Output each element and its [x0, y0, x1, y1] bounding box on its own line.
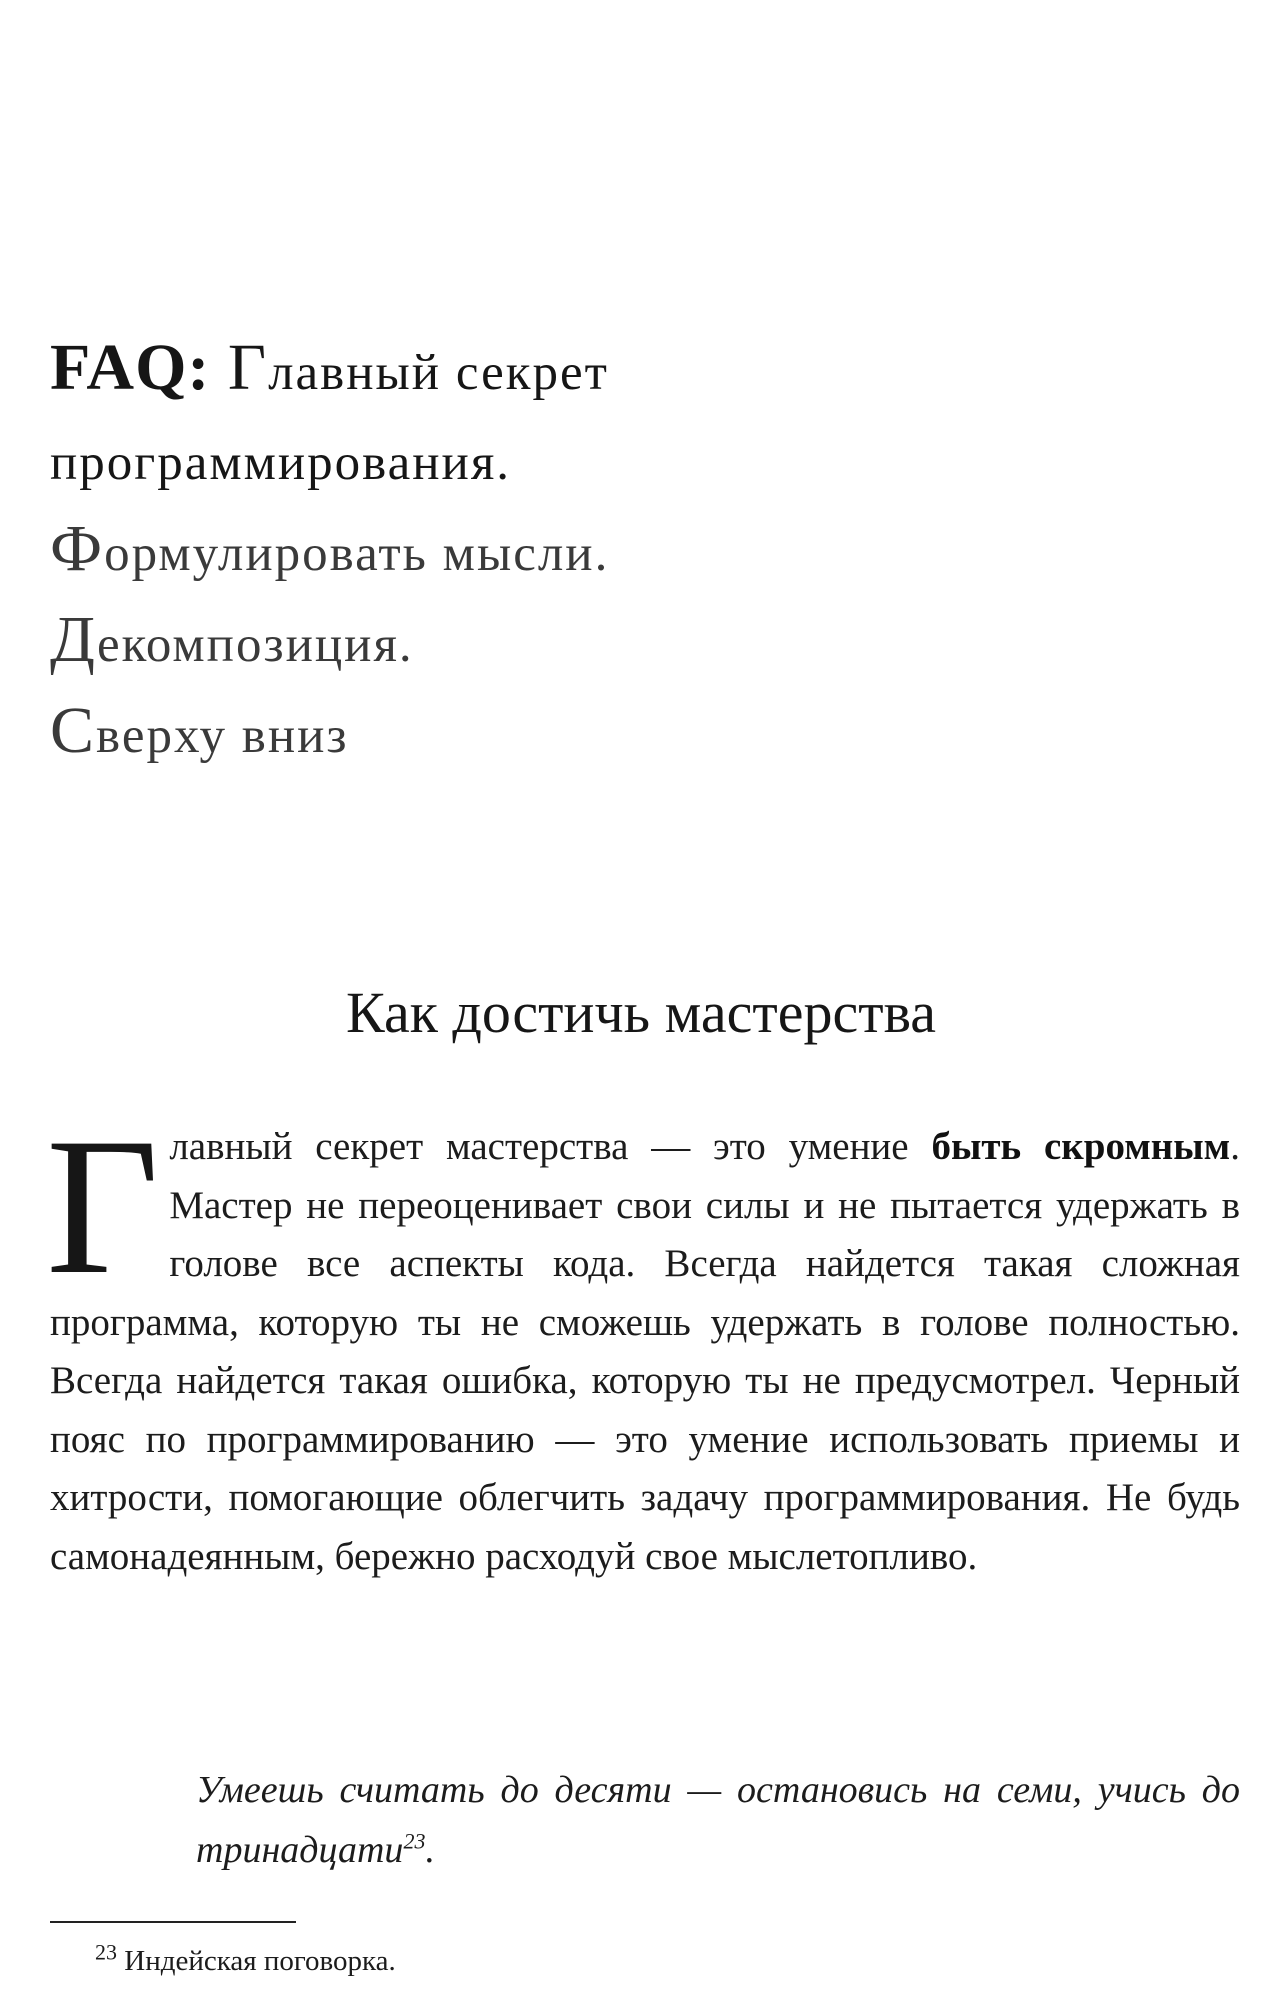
chapter-title-line-2: [50, 416, 1230, 506]
drop-cap: Г: [46, 1098, 160, 1315]
title-main-text-line-2: программирования.: [50, 435, 512, 491]
subtitle-1-text: ормулировать мысли.: [104, 526, 610, 582]
section-heading: Как достичь мастерства: [346, 980, 936, 1045]
subtitle-2-initial: Д: [50, 603, 98, 676]
subtitle-3-initial: С: [50, 694, 97, 767]
title-main-text: лавный секрет: [268, 345, 609, 401]
footnote-text: Индейская поговорка.: [124, 1945, 396, 1977]
chapter-subtitle-2: [50, 597, 1230, 688]
footnote-divider: [50, 1921, 296, 1923]
proverb-quote: [196, 1760, 1240, 1880]
footnote-reference[interactable]: 23: [403, 1828, 426, 1854]
body-paragraph: [46, 1098, 1241, 1586]
footnote: [95, 1941, 396, 1981]
subtitle-3-text: верху вниз: [96, 708, 349, 764]
title-initial: Г: [227, 331, 269, 404]
footnote-number: 23: [95, 1939, 117, 1965]
proverb-text: Умеешь считать до десяти — остановись на семи, учись до тринадцати: [196, 1769, 1240, 1871]
subtitle-1-initial: Ф: [50, 512, 105, 585]
proverb-end: .: [425, 1829, 435, 1871]
faq-label: FAQ:: [50, 331, 211, 404]
bold-phrase: быть скромным: [931, 1125, 1231, 1168]
paragraph-text-start: лавный секрет мастерства — это умение: [169, 1125, 932, 1168]
paragraph-text-end: . Мастер не переоценивает свои силы и не пытается удержать в голове все аспекты кода. Всегда найдется такая сложная программа, которую ты не сможешь удержать в голове полностью. Всегда найдется такая ошибка, которую ты не предусмотрел. Черный пояс по программированию — это умение использовать приемы и хитрости, помогающие облегчить задачу программирования. Не будь самонадеянным, бережно расходуй свое мыслетопливо.: [50, 1125, 1241, 1578]
chapter-title: [50, 325, 1230, 779]
subtitle-2-text: екомпозиция.: [97, 617, 414, 673]
chapter-subtitle-1: [50, 506, 1230, 597]
chapter-title-line-1: [50, 325, 1230, 416]
chapter-subtitle-3: [50, 688, 1230, 779]
